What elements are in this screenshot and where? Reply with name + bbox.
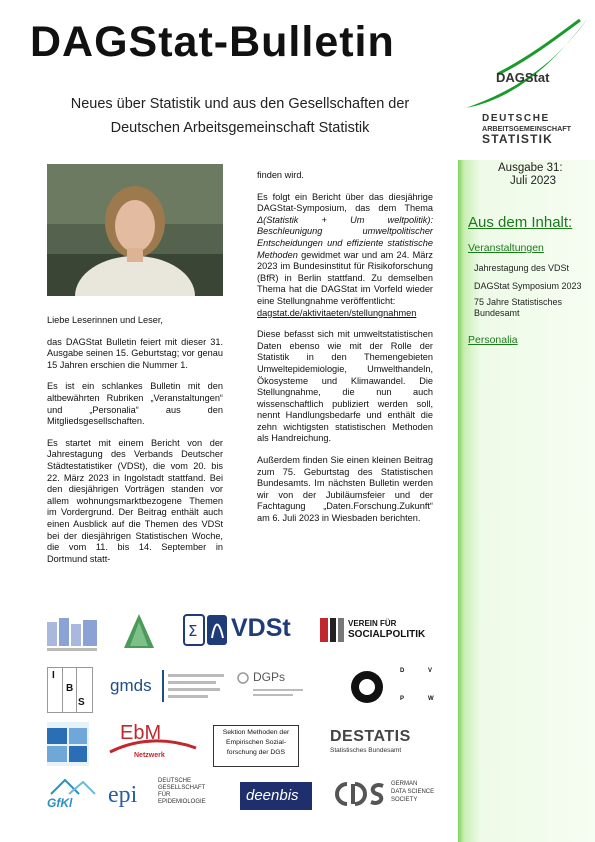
dvpw-logo xyxy=(350,668,440,708)
ibs-letter: S xyxy=(78,697,85,708)
paragraph: finden wird. xyxy=(257,170,304,180)
ibs-letter: B xyxy=(66,683,74,694)
symposium-theme: Δ(Statistik + Um weltpolitik): Beschleunigung umweltpolitischer Entscheidungen und effiziente statistische Methoden xyxy=(257,214,433,260)
paragraph: Es ist ein schlankes Bulletin mit den altbewährten Rubriken „Veranstaltungen“ und „Personalia“ aus den Mitgliedsgesellschaften. xyxy=(47,381,223,427)
sidebar xyxy=(458,0,595,842)
deenbis-wordmark: deenbis xyxy=(246,787,299,804)
paragraph: Außerdem finden Sie einen kleinen Beitrag zum 75. Geburtstag des Statistischen Bundesamts. Im nächsten Bulletin werden wir von der Jubiläumsfeier und der Fachtagung „Daten.Forschung.Zukunft“ am 6. Juli 2023 in Wiesbaden berichten. xyxy=(257,455,433,524)
vdst-logo xyxy=(183,614,303,646)
vfs-logo xyxy=(318,616,430,646)
dgps-logo xyxy=(237,668,307,700)
portrait-image xyxy=(47,164,223,296)
toc-item-destatis[interactable]: 75 Jahre Statistisches Bundesamt xyxy=(474,297,563,318)
dvpw-letter: D xyxy=(400,668,405,674)
dagstat-logo xyxy=(458,0,595,160)
dvpw-letter: P xyxy=(400,696,405,702)
dvpw-letter: W xyxy=(428,696,434,702)
toc-section-personalia[interactable]: Personalia xyxy=(468,334,518,346)
logo-swoosh-icon xyxy=(458,0,595,112)
isi-logo xyxy=(45,614,101,654)
gfkl-wordmark: GfKl xyxy=(47,796,73,810)
vdst-wordmark: VDSt xyxy=(231,614,291,642)
dgps-wordmark: DGPs xyxy=(253,670,286,684)
gmds-wordmark: gmds xyxy=(110,676,152,695)
gdss-text xyxy=(391,780,434,804)
article-column-2 xyxy=(257,170,433,525)
dgepi-logo xyxy=(108,778,208,812)
gdss-line: SOCIETY xyxy=(391,797,418,803)
paragraph xyxy=(257,192,433,308)
sektion-line: forschung der DGS xyxy=(226,749,286,756)
ibs-letter: I xyxy=(52,670,55,681)
article-column-1 xyxy=(47,315,223,565)
dvpw-letter: V xyxy=(428,668,433,674)
epi-subtitle-line: FÜR xyxy=(158,792,171,798)
text-run: Es folgt ein Bericht über das diesjährige DAGStat-Symposium, das dem Thema xyxy=(257,191,433,214)
subtitle-line-1: Neues über Statistik und aus den Gesellschaften der xyxy=(70,96,410,112)
text-run: gewidmet war und am 24. März 2023 im Bundesinstitut für Risikoforschung (BfR) in Berlin stattfand. Zu demselben Thema hat die DAGStat im Vorfeld wieder eine Stellungnahme veröffentlicht: xyxy=(257,249,433,306)
paragraph: Diese befasst sich mit umweltstatistischen Daten ebenso wie mit der Rolle der Statistik in den Themengebieten Umweltepidemiologie, Umwelthandeln, Ökosysteme und Klimawandel. Die Stellungnahme, die nun auch wissenschaftlich publiziert werden soll, nennt Handlungsbedarfe und enthält die zehn wichtigsten statistischen Methoden als Handreichung. xyxy=(257,329,433,444)
dgs-sektion-logo xyxy=(213,725,299,767)
bulletin-title: DAGStat-Bulletin xyxy=(30,18,395,66)
logo-line-2: ARBEITSGEMEINSCHAFT xyxy=(482,124,572,133)
issue-date: Juli 2023 xyxy=(510,175,557,187)
toc-item-vdst[interactable]: Jahrestagung des VDSt xyxy=(474,263,570,273)
paragraph: das DAGStat Bulletin feiert mit dieser 31. Ausgabe seinen 15. Geburtstag; vor genau 15 Jahren erschien die Nummer 1. xyxy=(47,336,223,370)
stellungnahme-link[interactable]: dagstat.de/aktivitaeten/stellungnahmen xyxy=(257,307,417,318)
ibs-logo xyxy=(47,667,93,713)
sektion-line: Sektion Methoden der xyxy=(222,729,290,736)
gdss-line: GERMAN xyxy=(391,781,418,787)
logo-line-1: DEUTSCHE xyxy=(482,113,550,124)
subtitle-line-2: Deutschen Arbeitsgemeinschaft Statistik xyxy=(110,120,370,136)
epi-subtitle xyxy=(158,778,206,806)
paragraph: Es startet mit einem Bericht von der Jahrestagung des Verbands Deutscher Städtestatistiker (VDSt), die vom 20. bis 22. März 2023 in Ingolstadt stattfand. Bei den diesjährigen Vorträgen standen vor allem wohnungsmarktbezogene Themen im Vordergrund. Der Beitrag enthält auch einen Ausblick auf die Themen des VDSt bei der diesjährigen Statistischen Woche, die vom 11. bis 14. September in Dortmund statt- xyxy=(47,437,223,564)
gdss-logo xyxy=(333,780,437,810)
logo-line-3: STATISTIK xyxy=(482,132,554,146)
toc-heading: Aus dem Inhalt: xyxy=(468,214,573,231)
author-photo xyxy=(47,164,223,296)
biometric-society-logo xyxy=(47,722,89,766)
sektion-line: Empirischen Sozial- xyxy=(225,739,287,746)
ebm-logo xyxy=(108,722,198,764)
svg-text:Σ: Σ xyxy=(188,622,198,640)
epi-wordmark: epi xyxy=(108,782,138,808)
destatis-subtitle: Statistisches Bundesamt xyxy=(330,747,402,754)
issue-number: Ausgabe 31: xyxy=(498,162,563,174)
gfkl-logo xyxy=(47,778,97,818)
toc-section-veranstaltungen[interactable]: Veranstaltungen xyxy=(468,242,544,254)
epi-subtitle-line: GESELLSCHAFT xyxy=(158,785,206,791)
epi-subtitle-line: DEUTSCHE xyxy=(158,778,192,784)
greeting: Liebe Leserinnen und Leser, xyxy=(47,315,163,325)
vfs-line-1: VEREIN FÜR xyxy=(348,619,397,628)
gmds-logo xyxy=(110,670,228,702)
deenbis-logo xyxy=(240,782,312,810)
epi-subtitle-line: EPIDEMIOLOGIE xyxy=(158,799,206,805)
logo-wordmark: DAGStat xyxy=(496,70,550,85)
destatis-logo xyxy=(330,728,430,758)
gdss-line: DATA SCIENCE xyxy=(391,789,435,795)
ebm-wordmark: EbM xyxy=(120,722,162,744)
ebm-subtitle: Netzwerk xyxy=(134,752,165,759)
vfs-line-2: SOCIALPOLITIK xyxy=(348,629,426,640)
destatis-wordmark: DESTATIS xyxy=(330,728,411,745)
dstatg-logo xyxy=(122,612,156,652)
toc-item-symposium[interactable]: DAGStat Symposium 2023 xyxy=(474,281,582,291)
